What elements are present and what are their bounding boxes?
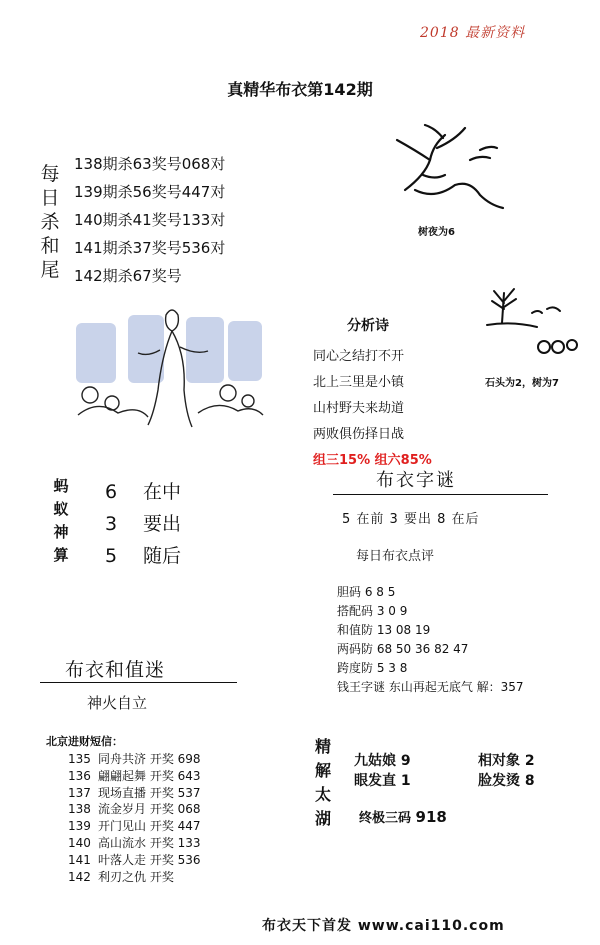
tree-caption: 树夜为6 xyxy=(418,227,455,238)
kill-title-char: 杀 xyxy=(40,211,60,233)
sms-row xyxy=(68,801,201,818)
poem-red-line: 组三15% 组六85% xyxy=(313,453,432,468)
kill-row: 140期杀41奖号133对 xyxy=(74,211,226,229)
sms-row xyxy=(68,869,201,886)
kill-title-char: 和 xyxy=(40,235,60,257)
beijing-sms-list xyxy=(68,751,201,885)
sms-row xyxy=(68,852,201,869)
poem xyxy=(313,344,432,474)
sms-period: 139 xyxy=(68,819,91,834)
sms-row xyxy=(68,751,201,768)
kill-row: 141期杀37奖号536对 xyxy=(74,239,226,257)
jing-title-char: 太 xyxy=(314,785,331,804)
kill-title-char: 尾 xyxy=(40,259,60,281)
sms-text: 现场直播 开奖 537 xyxy=(98,785,201,800)
ant-title-char: 蚂 xyxy=(53,477,69,495)
ant-number: 6 xyxy=(105,481,118,503)
sum-riddle-title: 布衣和值迷 xyxy=(65,659,166,681)
final-label: 终极三码 xyxy=(359,811,412,826)
tree-sketch-image xyxy=(385,120,515,215)
stats-row: 两码防 68 50 36 82 47 xyxy=(337,642,469,656)
sms-text: 利刃之仇 开奖 xyxy=(98,869,174,884)
kill-list xyxy=(74,150,225,290)
ant-title-char: 神 xyxy=(53,523,69,541)
kill-title-char: 每 xyxy=(40,163,60,185)
sms-period: 135 xyxy=(68,752,91,766)
poem-line: 北上三里是小镇 xyxy=(313,375,405,390)
sms-text: 叶落人走 开奖 536 xyxy=(98,852,201,867)
poem-line: 两败俱伤择日战 xyxy=(313,427,405,442)
jing-title-char: 精 xyxy=(314,737,331,756)
stats-list xyxy=(337,583,524,697)
sms-text: 流金岁月 开奖 068 xyxy=(98,802,201,817)
sms-row xyxy=(68,768,201,785)
jing-pair: 相对象 2 xyxy=(478,753,535,769)
final-value: 918 xyxy=(415,808,447,826)
divider xyxy=(333,494,548,495)
sms-period: 137 xyxy=(68,785,91,800)
riddle-answer: 5 在前 3 要出 8 在后 xyxy=(342,512,480,527)
ant-row xyxy=(105,540,181,572)
ant-text: 在中 xyxy=(143,481,182,503)
ant-text: 要出 xyxy=(143,513,182,535)
kill-row: 142期杀67奖号 xyxy=(74,267,182,285)
stats-row: 搭配码 3 0 9 xyxy=(337,604,408,618)
sms-period: 136 xyxy=(68,768,91,783)
ant-title-char: 算 xyxy=(53,546,69,564)
stone-tree-sketch-image xyxy=(482,283,582,358)
kill-row: 138期杀63奖号068对 xyxy=(74,155,226,173)
sms-period: 142 xyxy=(68,869,91,884)
lady-illustration-image xyxy=(68,295,268,435)
final-three-codes xyxy=(359,807,447,826)
ant-row xyxy=(105,476,181,508)
sms-text: 开门见山 开奖 447 xyxy=(98,819,201,834)
jing-pair: 脸发烫 8 xyxy=(478,773,535,789)
sum-riddle-answer: 神火自立 xyxy=(87,694,148,712)
daily-comment-title: 每日布衣点评 xyxy=(356,549,435,564)
kill-row: 139期杀56奖号447对 xyxy=(74,183,226,201)
corner-note: 2018 最新资料 xyxy=(420,25,526,41)
footer-source: 布衣天下首发 www.cai110.com xyxy=(262,918,505,934)
sms-period: 138 xyxy=(68,802,91,817)
riddle-title: 布衣字谜 xyxy=(376,470,456,491)
divider xyxy=(40,682,237,683)
sms-text: 高山流水 开奖 133 xyxy=(98,835,201,850)
stats-row: 和值防 13 08 19 xyxy=(337,623,431,637)
stats-row: 钱王字谜 东山再起无底气 解：357 xyxy=(337,680,524,694)
jing-title-char: 解 xyxy=(314,761,331,780)
jing-section-title xyxy=(312,735,334,831)
ant-text: 随后 xyxy=(143,545,182,567)
ant-section-title xyxy=(50,475,72,567)
ant-number: 5 xyxy=(105,545,118,567)
ant-title-char: 蚁 xyxy=(53,500,69,518)
poem-line: 同心之结打不开 xyxy=(313,349,405,364)
sms-row xyxy=(68,785,201,802)
ant-number: 3 xyxy=(105,513,118,535)
sms-text: 同舟共济 开奖 698 xyxy=(98,752,201,766)
ant-rows xyxy=(105,476,181,572)
sms-row xyxy=(68,835,201,852)
jing-pair: 眼发直 1 xyxy=(354,773,411,789)
sms-text: 翩翩起舞 开奖 643 xyxy=(98,768,201,783)
page-title: 真精华布衣第142期 xyxy=(227,80,373,99)
sms-period: 141 xyxy=(68,852,91,867)
jing-pair: 九姑娘 9 xyxy=(354,753,411,769)
stone-caption: 石头为2，树为7 xyxy=(485,378,559,389)
stats-row: 胆码 6 8 5 xyxy=(337,585,396,599)
beijing-sms-title: 北京进财短信： xyxy=(46,735,123,748)
kill-section-title xyxy=(38,162,62,282)
jing-title-char: 湖 xyxy=(314,809,331,828)
ant-row xyxy=(105,508,181,540)
sms-period: 140 xyxy=(68,835,91,850)
poem-line: 山村野夫来劫道 xyxy=(313,401,405,416)
poem-title: 分析诗 xyxy=(347,318,389,334)
stats-row: 跨度防 5 3 8 xyxy=(337,661,408,675)
kill-title-char: 日 xyxy=(40,187,60,209)
sms-row xyxy=(68,818,201,835)
